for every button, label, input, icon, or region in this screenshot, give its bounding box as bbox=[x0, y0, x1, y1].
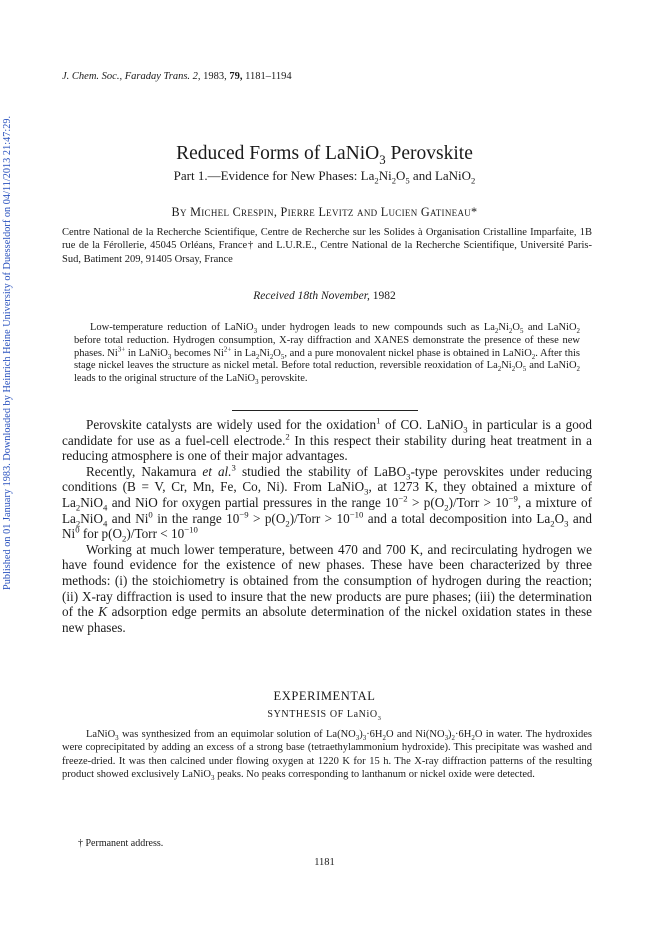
reference-1-link[interactable]: 1 bbox=[376, 415, 381, 426]
journal-citation: J. Chem. Soc., Faraday Trans. 2, 1983, 79, 1181–1194 bbox=[62, 71, 292, 82]
section-heading-experimental: EXPERIMENTAL bbox=[273, 689, 376, 703]
intro-paragraph-1: Perovskite catalysts are widely used for the oxidation$^1$ of CO. LaNiO$_3$ in particular is a good candidate for use as a fuel-cell electrode.$^2$ In this respect their stability during heat treatment in a reducing atmosphere is one of their major advantages. bbox=[62, 415, 592, 464]
article-title: Reduced Forms of LaNiO$_3$ Perovskite bbox=[176, 143, 473, 167]
abstract-divider bbox=[232, 410, 418, 411]
intro-paragraph-2: Recently, Nakamura et al.$^3$ studied the stability of LaBO$_3$-type perovskites under reducing conditions (B = V, Cr, Mn, Fe, Co, Ni). From LaNiO$_3$, at 1273 K, they obtained a mixture of $La_2NiO_4$ and NiO for oxygen partial pressures in the range $10^{-2}$ > $p(O_2)$/Torr > $10^{-9}$, a mixture of $La_2NiO_4$ and Ni$^0$ in the range $10^{-9}$ > $p(O_2)$/Torr > $10^{-10}$ and a total decomposition into $La_2O_3$ and Ni$^0$ for $p(O_2)$/Torr < $10^{-10}$ bbox=[62, 462, 593, 544]
article-subtitle: Part 1.—Evidence for New Phases: $La_2Ni_2O_5$ and LaNiO$_2$ bbox=[173, 168, 476, 186]
footnote: † Permanent address. bbox=[78, 838, 164, 849]
experimental-paragraph: LaNiO$_3$ was synthesized from an equimolar solution of $La(NO_3)_3\cdot 6H_2O$ and $Ni(NO_3)_2\cdot 6H_2O$ in water. The hydroxides were coprecipitated by adding an excess of a strong base (tetraethylammonium hydroxide). This precipitate was washed and freeze-dried. It was then calcined under flowing oxygen at 1220 K for 15 h. The X-ray diffraction patterns of the resulting product showed exclusively LaNiO$_3$ peaks. No peaks corresponding to lanthanum or nickel oxide were detected. bbox=[62, 729, 593, 782]
received-date: Received 18th November, 1982 bbox=[253, 290, 396, 302]
author-list: By Michel Crespin, Pierre Levitz and Lucien Gatineau* bbox=[171, 205, 478, 219]
affiliation: Centre National de la Recherche Scientifique, Centre de Recherche sur les Solides à Organisation Cristalline Imparfaite, 1B rue de la Férollerie, 45045 Orléans, France† and L.U.R.E., Centre National de la Recherche Scientifique, Université Paris-Sud, Batiment 209, 91405 Orsay, France bbox=[62, 227, 592, 265]
abstract: Low-temperature reduction of LaNiO$_3$ under hydrogen leads to new compounds such as $La_2Ni_2O_5$ and LaNiO$_2$ before total reduction. Hydrogen consumption, X-ray diffraction and XANES demonstrate the presence of these new phases. $Ni^{3+}$ in LaNiO$_3$ becomes $Ni^{2+}$ in $La_2Ni_2O_5$, and a pure monovalent nickel phase is obtained in LaNiO$_2$. After this stage nickel leaves the structure as nickel metal. Before total reduction, reversible reoxidation of $La_2Ni_2O_5$ and LaNiO$_2$ leads to the original structure of the LaNiO$_3$ perovskite. bbox=[74, 322, 580, 387]
download-watermark[interactable]: Published on 01 January 1983. Downloaded by Heinrich Heine University of Duesseldorf on 04/11/2013 21:47:29. bbox=[2, 115, 13, 590]
introduction bbox=[62, 417, 592, 635]
reference-3-link[interactable]: 3 bbox=[231, 462, 236, 473]
page-number: 1181 bbox=[314, 857, 335, 868]
subsection-heading-synthesis: SYNTHESIS OF LaNiO$_3$ bbox=[267, 709, 382, 722]
intro-paragraph-3: Working at much lower temperature, between 470 and 700 K, and recirculating hydrogen we have found evidence for the existence of new phases. These have been characterized by three methods: (i) the stoichiometry is obtained from the consumption of hydrogen during the reaction; (ii) X-ray diffraction is used to insure that the new products are pure phases; (iii) the determination of the K adsorption edge permits an absolute determination of the nickel oxidation states in these new phases. bbox=[62, 541, 592, 635]
reference-2-link[interactable]: 2 bbox=[285, 431, 290, 442]
